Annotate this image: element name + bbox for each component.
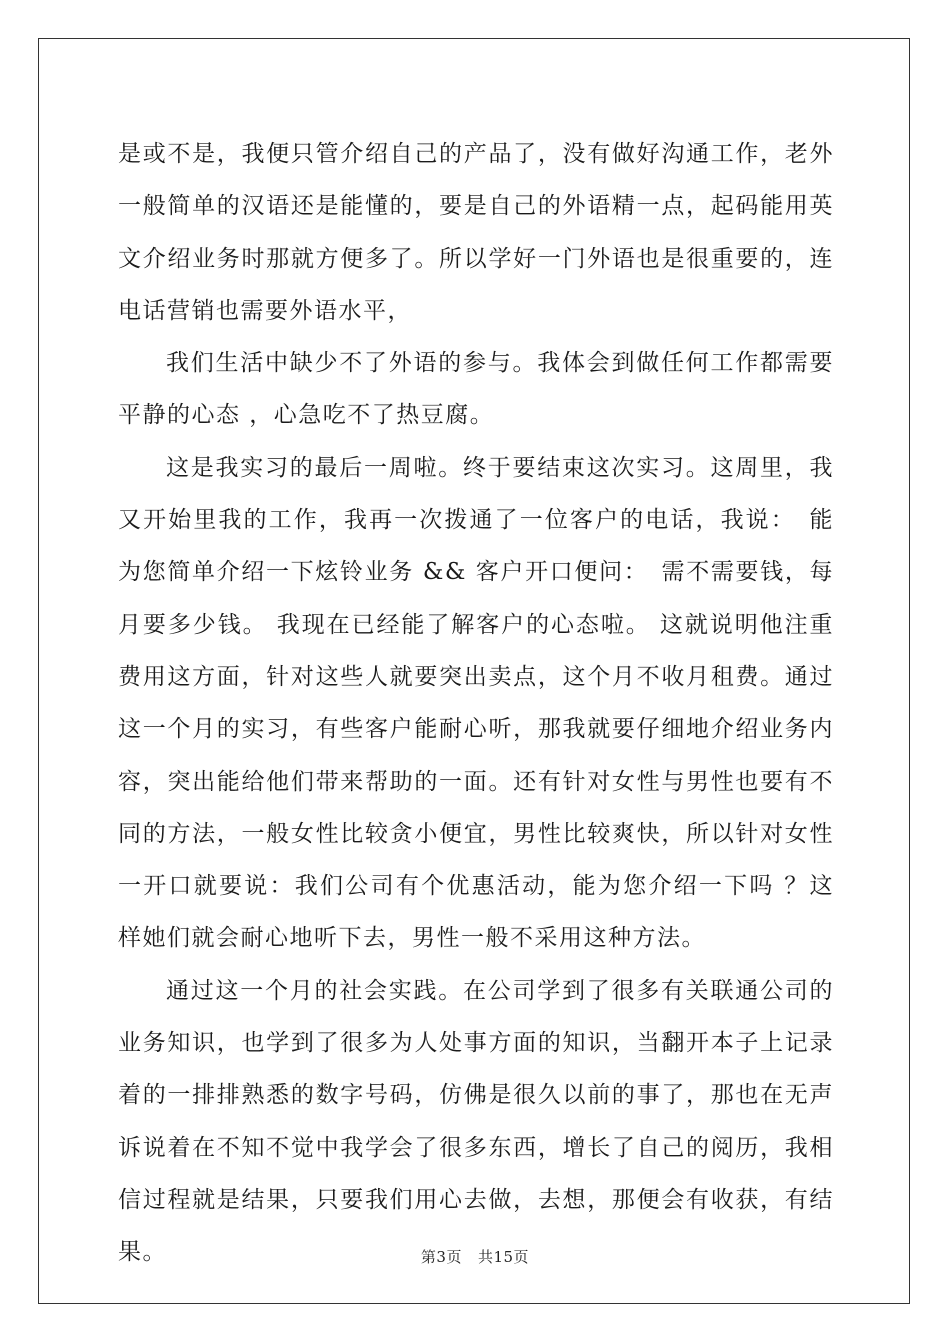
paragraph-1: 是或不是，我便只管介绍自己的产品了，没有做好沟通工作，老外一般简单的汉语还是能懂的，要是自己的外语精一点，起码能用英文介绍业务时那就方便多了。所以学好一门外语也是很重要的，连电话营销也需要外语水平， xyxy=(118,141,834,324)
paragraph-4: 通过这一个月的社会实践。在公司学到了很多有关联通公司的业务知识，也学到了很多为人处事方面的知识，当翻开本子上记录着的一排排熟悉的数字号码，仿佛是很久以前的事了，那也在无声诉说着在不知不觉中我学会了很多东西，增长了自己的阅历，我相信过程就是结果，只要我们用心去做，去想，那便会有收获，有结果。 xyxy=(118,977,834,1266)
page-number: 第3页 xyxy=(420,1248,462,1266)
paragraph-2: 我们生活中缺少不了外语的参与。我体会到做任何工作都需要平静的心态 ，心急吃不了热豆腐。 xyxy=(118,350,834,429)
page-total: 共15页 xyxy=(477,1248,530,1266)
document-body xyxy=(118,128,834,1279)
page-footer xyxy=(0,1246,950,1267)
paragraph-3: 这是我实习的最后一周啦。终于要结束这次实习。这周里，我又开始里我的工作，我再一次拨通了一位客户的电话，我说： 能为您简单介绍一下炫铃业务 && 客户开口便问： 需不需要钱，每月要多少钱。 我现在已经能了解客户的心态啦。 这就说明他注重费用这方面，针对这些人就要突出卖点，这个月不收月租费。通过这一个月的实习，有些客户能耐心听，那我就要仔细地介绍业务内容，突出能给他们带来帮助的一面。还有针对女性与男性也要有不同的方法，一般女性比较贪小便宜，男性比较爽快，所以针对女性一开口就要说：我们公司有个优惠活动，能为您介绍一下吗 ？这样她们就会耐心地听下去，男性一般不采用这种方法。 xyxy=(118,454,834,952)
